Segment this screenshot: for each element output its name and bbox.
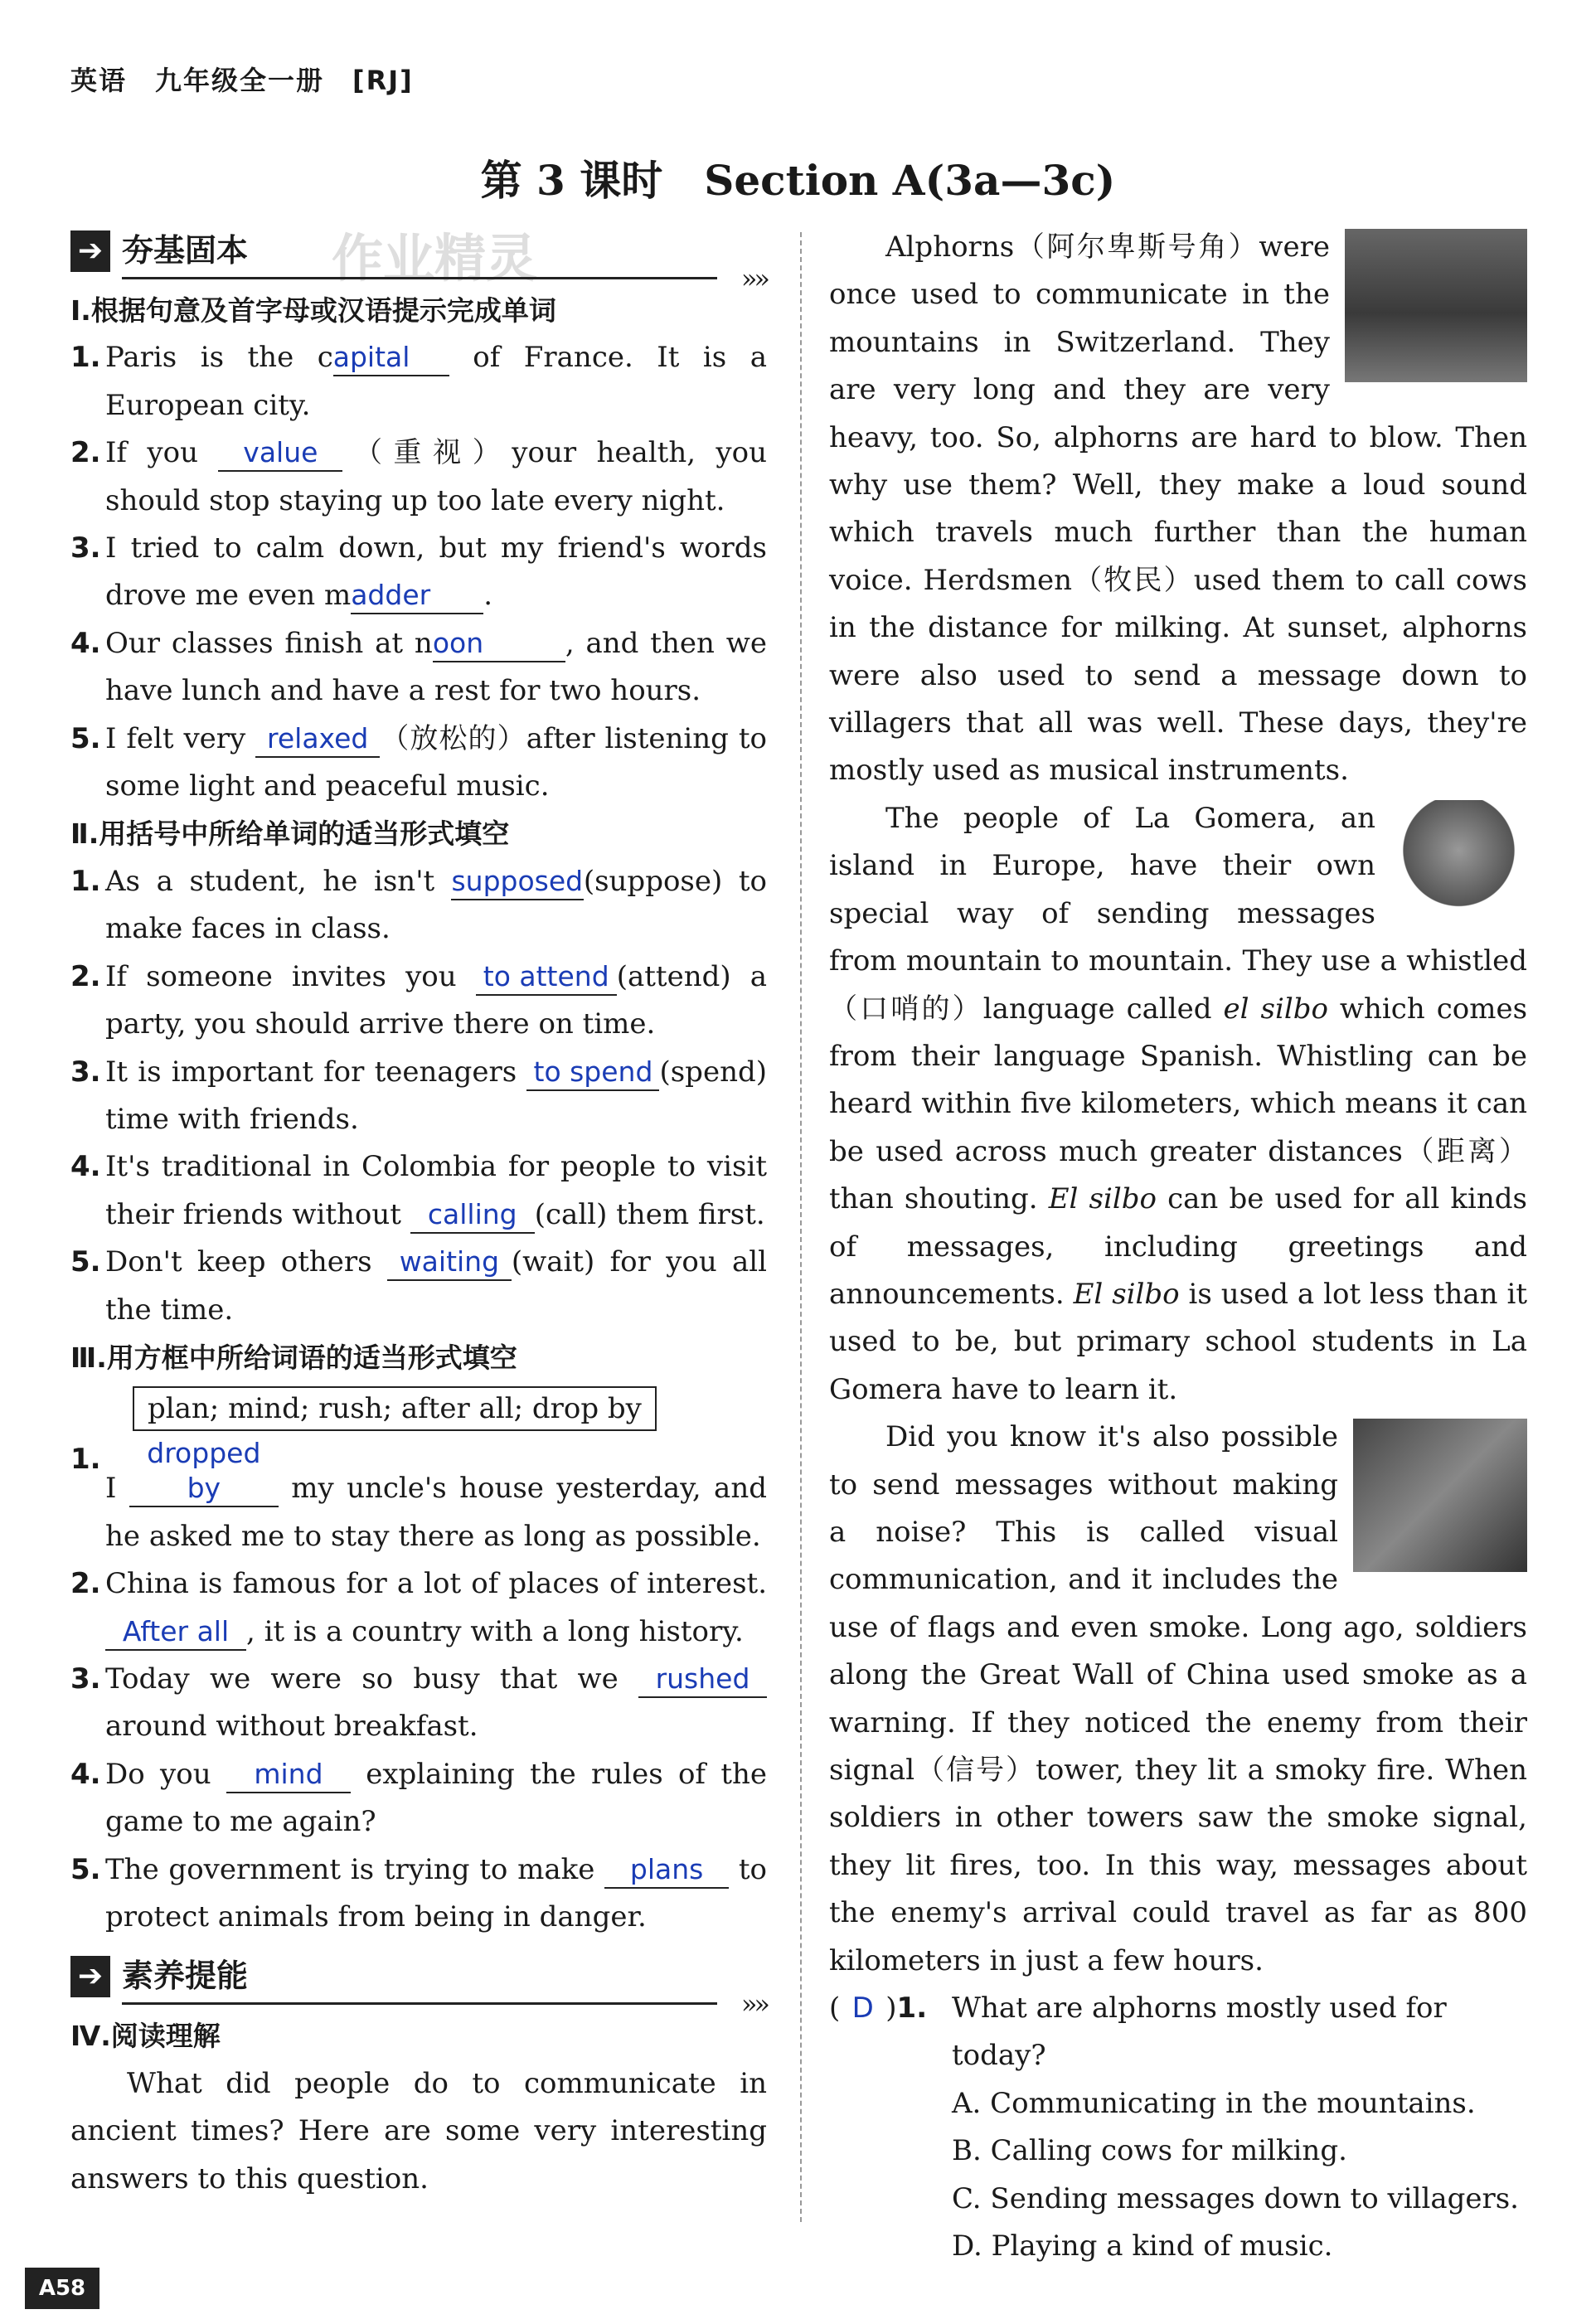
whistler-photo xyxy=(1390,800,1527,912)
arrow-icon: ➔ xyxy=(70,1956,110,1997)
watermark: 作业精灵 xyxy=(332,228,538,289)
answer-blank[interactable]: waiting xyxy=(387,1244,512,1281)
answer-blank[interactable]: mind xyxy=(226,1757,351,1793)
left-column xyxy=(70,224,767,2203)
question: 2. If you value （重视）your health, you should stop staying up too late every night. xyxy=(70,436,767,517)
answer-blank[interactable]: After all xyxy=(105,1614,246,1651)
reading-paragraph-visual: Did you know it's also possible to send messages without making a noise? This is called visual communication, and it includes the use of flags and even smoke. Long ago, soldiers along the Great Wall of China used smoke as a warning. If they noticed the enemy from their signal（信号）tower, they lit a smoky fire. When soldiers in other towers saw the smoke signal, they lit fires, too. In this way, messages about the enemy's arrival could travel as far as 800 kilometers in just a few hours. xyxy=(829,1420,1527,1977)
part-title: Ⅳ.阅读理解 xyxy=(70,2020,221,2053)
page-number: A58 xyxy=(25,2268,99,2309)
answer-blank[interactable]: calling xyxy=(410,1197,535,1234)
mcq-answer[interactable]: D xyxy=(851,1992,874,2026)
option-b[interactable]: B. Calling cows for milking. xyxy=(952,2134,1347,2168)
question: 3. It is important for teenagers to spend (spend) time with friends. xyxy=(70,1055,767,1136)
mcq-stem: What are alphorns mostly used for today? xyxy=(952,1992,1447,2073)
answer-blank[interactable]: dropped by xyxy=(129,1436,279,1507)
answer-blank[interactable]: relaxed xyxy=(255,721,380,758)
part-title: Ⅰ.根据句意及首字母或汉语提示完成单词 xyxy=(70,294,556,327)
page-header: 英语 九年级全一册 [RJ] xyxy=(70,65,414,96)
question: 5. The government is trying to make plans to protect animals from being in danger. xyxy=(70,1852,767,1933)
arrow-icon: ➔ xyxy=(70,230,110,272)
question: 1. As a student, he isn't supposed(suppose) to make faces in class. xyxy=(70,864,767,946)
question: 4. It's traditional in Colombia for people to visit their friends without calling (call) them first. xyxy=(70,1143,767,1239)
answer-blank[interactable]: supposed xyxy=(451,864,584,900)
question: 1. I dropped by my uncle's house yesterday, and he asked me to stay there as long as possible. xyxy=(70,1437,767,1553)
question: 2. China is famous for a lot of places of interest. After all , it is a country with a long history. xyxy=(70,1560,767,1656)
question: 4. Our classes finish at noon , and then we have lunch and have a rest for two hours. xyxy=(70,626,767,708)
signal-photo xyxy=(1353,1419,1527,1572)
word-box: plan; mind; rush; after all; drop by xyxy=(133,1386,657,1431)
answer-blank[interactable]: adder xyxy=(351,578,483,614)
column-divider xyxy=(800,232,802,2222)
option-a[interactable]: A. Communicating in the mountains. xyxy=(952,2086,1476,2120)
part-title: Ⅱ.用括号中所给单词的适当形式填空 xyxy=(70,818,510,851)
chevron-right-icon: »» xyxy=(740,263,767,294)
reading-paragraph-silbo: The people of La Gomera, an island in Europe, have their own special way of sending messages from mountain to mountain. They use a whistled（口哨的）language called el silbo which comes from their language Spanish. Whistling can be heard within five kilometers, which means it can be used across much greater distances（距离）than shouting. El silbo can be used for all kinds of messages, including greetings and announcements. El silbo is used a lot less than it used to be, but primary school students in La Gomera have to learn it. xyxy=(829,801,1528,1406)
option-d[interactable]: D. Playing a kind of music. xyxy=(952,2229,1333,2263)
section-band-advanced xyxy=(70,1949,767,2021)
question: 5. Don't keep others waiting (wait) for you all the time. xyxy=(70,1245,767,1327)
section-title: 素养提能 xyxy=(122,1958,249,1995)
section-band-basic xyxy=(70,224,767,294)
chevron-right-icon: »» xyxy=(740,1988,767,2021)
section-rule xyxy=(122,2002,717,2005)
right-column xyxy=(829,224,1527,2270)
answer-blank[interactable]: oon xyxy=(433,626,565,662)
lesson-title: 第 3 课时 Section A(3a—3c) xyxy=(480,156,1116,205)
alphorn-photo xyxy=(1345,229,1527,382)
answer-blank[interactable]: apital xyxy=(333,340,449,376)
mcq-bracket: ( D )1. xyxy=(829,1985,927,2032)
answer-blank[interactable]: rushed xyxy=(638,1662,767,1698)
question: 3. Today we were so busy that we rushed around without breakfast. xyxy=(70,1656,767,1751)
answer-blank[interactable]: to attend xyxy=(476,959,617,996)
answer-blank[interactable]: plans xyxy=(604,1852,729,1889)
question: 4. Do you mind explaining the rules of the game to me again? xyxy=(70,1757,768,1839)
question: 2. If someone invites you to attend (attend) a party, you should arrive there on time. xyxy=(70,959,767,1041)
question: 5. I felt very relaxed （放松的）after listening to some light and peaceful music. xyxy=(70,721,767,803)
answer-blank[interactable]: to spend xyxy=(526,1055,659,1091)
reading-paragraph: What did people do to communicate in ancient times? Here are some very interesting answers to this question. xyxy=(70,2066,767,2195)
option-c[interactable]: C. Sending messages down to villagers. xyxy=(952,2181,1519,2215)
answer-blank[interactable]: value xyxy=(218,435,342,472)
section-rule xyxy=(122,277,717,279)
mcq-question xyxy=(829,1985,1527,2080)
question: 3. I tried to calm down, but my friend's words drove me even madder . xyxy=(70,525,767,620)
question: 1. Paris is the capital of France. It is a European city. xyxy=(70,341,767,422)
part-title: Ⅲ.用方框中所给词语的适当形式填空 xyxy=(70,1341,517,1374)
section-title: 夯基固本 xyxy=(122,232,249,269)
reading-paragraph-alphorns: Alphorns（阿尔卑斯号角）were once used to communicate in the mountains in Switzerland. They are very long and they are very heavy, too. So, alphorns are hard to blow. Then why use them? Well, they make a loud sound which travels much further than the human voice. Herdsmen（牧民）used them to call cows in the distance for milking. At sunset, alphorns were also used to send a message down to villagers that all was well. These days, they're mostly used as musical instruments. xyxy=(829,230,1527,788)
